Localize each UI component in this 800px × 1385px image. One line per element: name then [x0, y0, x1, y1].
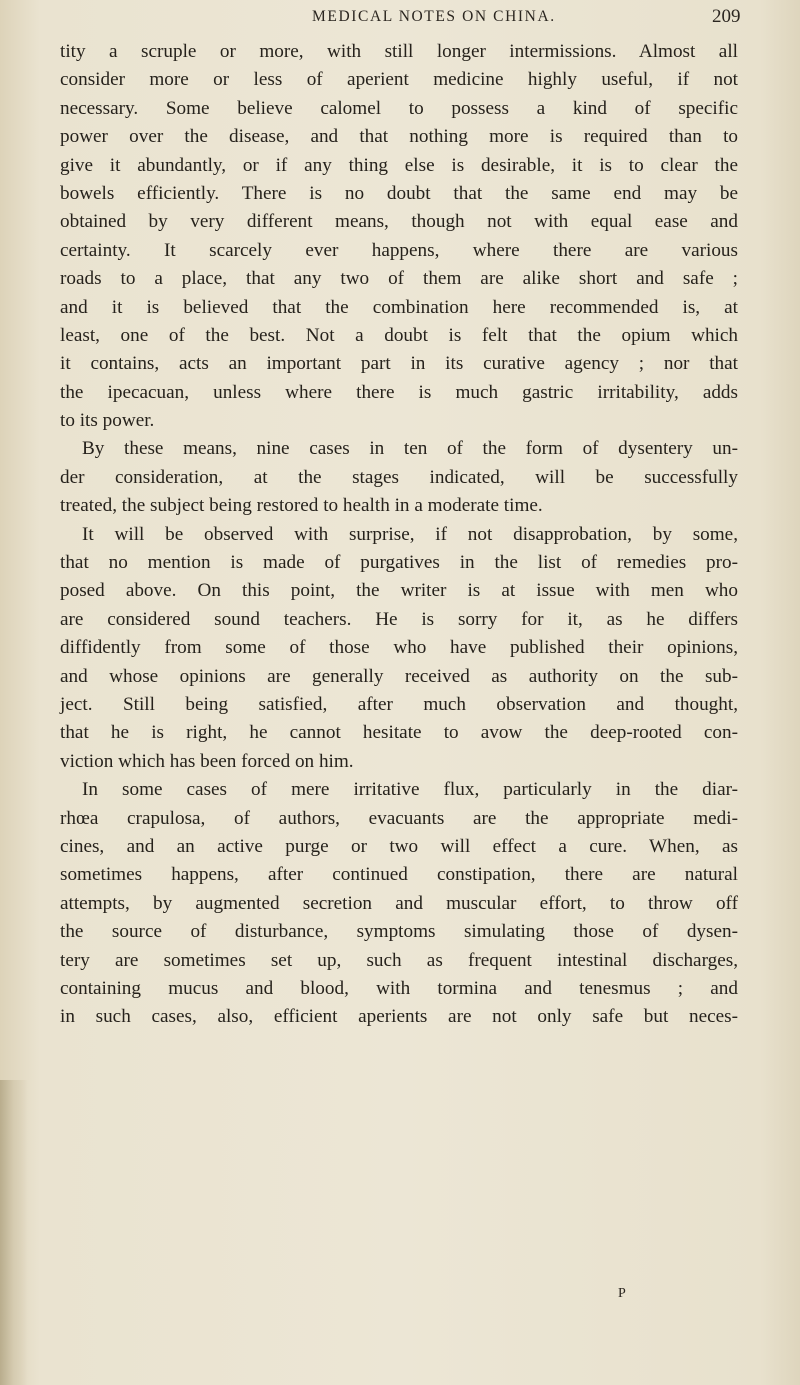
- text-line: der consideration, at the stages indicated, will be successfully: [60, 466, 738, 488]
- text-line: tery are sometimes set up, such as frequent intestinal discharges,: [60, 949, 738, 971]
- text-line: cines, and an active purge or two will effect a cure. When, as: [60, 835, 738, 857]
- text-line: In some cases of mere irritative flux, particularly in the diar-: [82, 779, 738, 801]
- text-line: the ipecacuan, unless where there is much gastric irritability, adds: [60, 381, 738, 403]
- text-line: rhœa crapulosa, of authors, evacuants are the appropriate medi-: [60, 807, 738, 829]
- text-line: and it is believed that the combination here recommended is, at: [60, 296, 738, 318]
- text-line: power over the disease, and that nothing more is required than to: [60, 126, 738, 148]
- text-line: consider more or less of aperient medicine highly useful, if not: [60, 69, 738, 91]
- text-line: are considered sound teachers. He is sorry for it, as he differs: [60, 608, 738, 630]
- text-line: sometimes happens, after continued constipation, there are natural: [60, 864, 738, 886]
- text-line: that no mention is made of purgatives in the list of remedies pro-: [60, 552, 738, 574]
- text-line: it contains, acts an important part in its curative agency ; nor that: [60, 353, 738, 375]
- text-line: tity a scruple or more, with still longer intermissions. Almost all: [60, 41, 738, 62]
- text-line: By these means, nine cases in ten of the form of dysentery un-: [82, 438, 738, 460]
- text-line: treated, the subject being restored to health in a moderate time.: [60, 495, 543, 517]
- text-line: attempts, by augmented secretion and muscular effort, to throw off: [60, 892, 738, 914]
- page-header: [0, 6, 800, 36]
- text-line: posed above. On this point, the writer is at issue with men who: [60, 580, 738, 602]
- text-line: necessary. Some believe calomel to possess a kind of specific: [60, 97, 738, 119]
- page-edge-shadow: [0, 1080, 28, 1385]
- text-line: in such cases, also, efficient aperients are not only safe but neces-: [60, 1006, 738, 1028]
- page-number: 209: [712, 6, 741, 27]
- text-line: obtained by very different means, though not with equal ease and: [60, 211, 738, 233]
- text-line: give it abundantly, or if any thing else is desirable, it is to clear the: [60, 154, 738, 176]
- signature-mark: P: [618, 1286, 626, 1301]
- text-line: to its power.: [60, 410, 155, 432]
- running-head: MEDICAL NOTES ON CHINA.: [312, 8, 556, 25]
- text-line: and whose opinions are generally received as authority on the sub-: [60, 665, 738, 687]
- text-line: that he is right, he cannot hesitate to avow the deep-rooted con-: [60, 722, 738, 744]
- text-line: viction which has been forced on him.: [60, 750, 354, 772]
- text-line: It will be observed with surprise, if not disapprobation, by some,: [82, 523, 738, 545]
- text-line: the source of disturbance, symptoms simulating those of dysen-: [60, 921, 738, 943]
- text-line: bowels efficiently. There is no doubt that the same end may be: [60, 182, 738, 204]
- text-line: roads to a place, that any two of them are alike short and safe ;: [60, 268, 738, 290]
- text-line: containing mucus and blood, with tormina and tenesmus ; and: [60, 977, 738, 999]
- text-line: diffidently from some of those who have published their opinions,: [60, 637, 738, 659]
- text-line: least, one of the best. Not a doubt is felt that the opium which: [60, 324, 738, 346]
- text-line: certainty. It scarcely ever happens, where there are various: [60, 239, 738, 261]
- body-text: [60, 38, 738, 1032]
- text-line: ject. Still being satisfied, after much observation and thought,: [60, 693, 738, 715]
